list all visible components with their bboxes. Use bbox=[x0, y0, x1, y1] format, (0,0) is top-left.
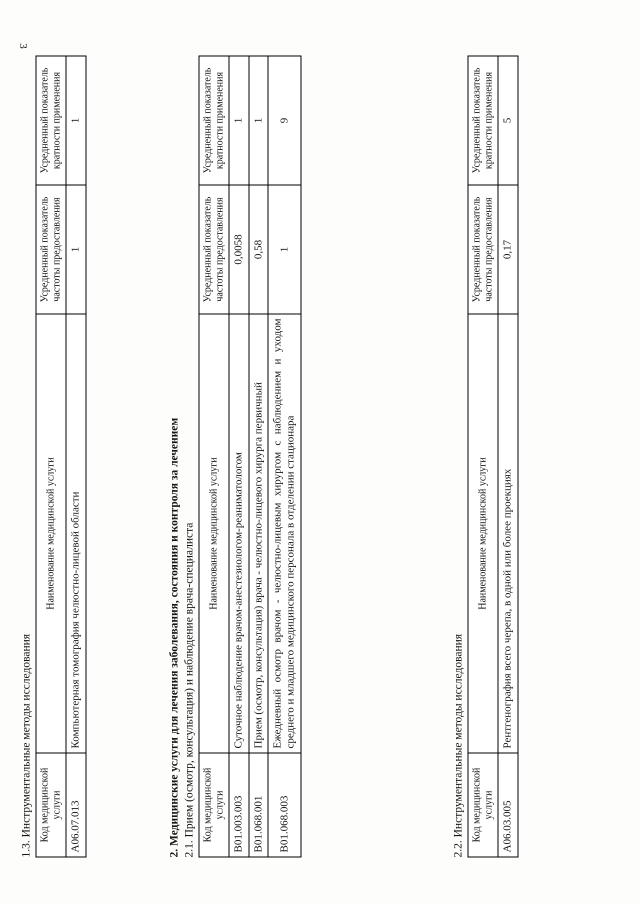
cell-frequency: 0,17 bbox=[498, 185, 518, 314]
section-2-title: 2. Медицинские услуги для лечения заболевания, состояния и контроля за лечением bbox=[168, 417, 180, 857]
section-2-1 bbox=[168, 55, 301, 857]
cell-code: В01.068.001 bbox=[248, 753, 268, 857]
header-name: Наименование медицинской услуги bbox=[36, 314, 66, 753]
section-2-2-title: 2.2. Инструментальные методы исследования bbox=[452, 633, 464, 857]
cell-frequency: 0,58 bbox=[248, 185, 268, 314]
header-name: Наименование медицинской услуги bbox=[468, 314, 498, 753]
page-number: 3 bbox=[16, 43, 29, 49]
table-header-row bbox=[468, 56, 498, 857]
table-2-1 bbox=[198, 55, 301, 857]
header-frequency: Усредненный показатель частоты предоставления bbox=[36, 185, 66, 314]
header-code: Код медицинской услуги bbox=[199, 753, 229, 857]
cell-name: Прием (осмотр, консультация) врача - челюстно-лицевого хирурга первичный bbox=[248, 314, 268, 753]
section-1-3-title: 1.3. Инструментальные методы исследования bbox=[20, 633, 32, 857]
header-code: Код медицинской услуги bbox=[468, 753, 498, 857]
cell-name: Рентгенография всего черепа, в одной или более проекциях bbox=[498, 314, 518, 753]
header-frequency: Усредненный показатель частоты предоставления bbox=[468, 185, 498, 314]
header-multiplicity: Усредненный показатель кратности применения bbox=[36, 56, 66, 185]
cell-multiplicity: 9 bbox=[268, 56, 300, 185]
cell-name: Ежедневный осмотр врачом - челюстно-лицевым хирургом с наблюдением и уходом среднего и младшего медицинского персонала в отделении стационара bbox=[268, 314, 300, 753]
header-multiplicity: Усредненный показатель кратности применения bbox=[199, 56, 229, 185]
cell-multiplicity: 1 bbox=[66, 56, 86, 185]
table-row bbox=[248, 56, 268, 857]
table-1-3 bbox=[35, 55, 86, 857]
section-2-1-title: 2.1. Прием (осмотр, консультация) и наблюдение врача-специалиста bbox=[183, 522, 195, 857]
table-row bbox=[66, 56, 86, 857]
cell-name: Суточное наблюдение врачом-анестезиологом-реаниматологом bbox=[229, 314, 249, 753]
table-row bbox=[498, 56, 518, 857]
table-2-2 bbox=[467, 55, 518, 857]
table-header-row bbox=[36, 56, 66, 857]
header-code: Код медицинской услуги bbox=[36, 753, 66, 857]
cell-code: В01.068.003 bbox=[268, 753, 300, 857]
header-name: Наименование медицинской услуги bbox=[199, 314, 229, 753]
cell-frequency: 1 bbox=[268, 185, 300, 314]
cell-name: Компьютерная томография челюстно-лицевой области bbox=[66, 314, 86, 753]
header-multiplicity: Усредненный показатель кратности применения bbox=[468, 56, 498, 185]
cell-multiplicity: 1 bbox=[248, 56, 268, 185]
section-2-2 bbox=[452, 55, 518, 857]
table-header-row bbox=[199, 56, 229, 857]
header-frequency: Усредненный показатель частоты предоставления bbox=[199, 185, 229, 314]
cell-frequency: 1 bbox=[66, 185, 86, 314]
cell-code: В01.003.003 bbox=[229, 753, 249, 857]
table-row bbox=[268, 56, 300, 857]
cell-multiplicity: 1 bbox=[229, 56, 249, 185]
table-row bbox=[229, 56, 249, 857]
cell-frequency: 0,0058 bbox=[229, 185, 249, 314]
section-1-3 bbox=[20, 55, 86, 857]
cell-code: А06.03.005 bbox=[498, 753, 518, 857]
cell-code: А06.07.013 bbox=[66, 753, 86, 857]
cell-multiplicity: 5 bbox=[498, 56, 518, 185]
